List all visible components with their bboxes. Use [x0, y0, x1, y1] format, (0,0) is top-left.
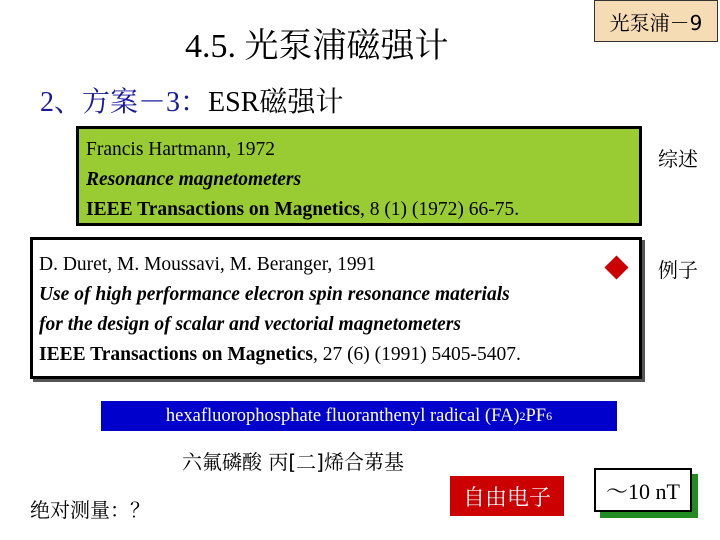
free-electron-badge: 自由电子: [450, 476, 564, 516]
formula-banner: [101, 401, 617, 431]
ref2-citation: , 27 (6) (1991) 5405-5407.: [312, 344, 521, 365]
ref2-source: [39, 340, 639, 370]
resolution-box: ～10 nT: [594, 468, 692, 512]
ref1-source: [86, 195, 639, 225]
page-tag: 光泵浦－9: [594, 0, 718, 42]
ref2-journal: IEEE Transactions on Magnetics: [39, 344, 313, 365]
slide-title: 4.5. 光泵浦磁强计: [185, 28, 449, 65]
reference-box-example: [30, 237, 642, 379]
ref1-citation: , 8 (1) (1972) 66-75.: [359, 199, 520, 220]
subtitle-prefix: 2、方案－3：: [40, 87, 209, 118]
formula-sub-6: 6: [546, 408, 553, 423]
reference-box-review: [76, 126, 642, 226]
ref2-title-line2: for the design of scalar and vectorial magnetometers: [39, 314, 461, 335]
ref1-title: Resonance magnetometers: [86, 169, 302, 190]
formula-pf: PF: [525, 405, 547, 426]
formula-text: hexafluorophosphate fluoranthenyl radical (FA): [165, 405, 520, 426]
absolute-measurement-label: 绝对测量：？: [30, 498, 150, 522]
label-example: 例子: [658, 258, 698, 282]
ref1-authors: Francis Hartmann, 1972: [86, 139, 276, 160]
subtitle: [40, 80, 343, 120]
ref2-authors: D. Duret, M. Moussavi, M. Beranger, 1991: [39, 254, 377, 275]
chinese-compound-name: 六氟磷酸 丙[二]烯合苐基: [182, 450, 404, 474]
label-review: 综述: [658, 147, 698, 171]
subtitle-esr: ESR磁强计: [208, 87, 344, 118]
formula-sub-2: 2: [519, 408, 526, 423]
ref2-title-line1: Use of high performance elecron spin resonance materials: [39, 284, 510, 305]
ref1-journal: IEEE Transactions on Magnetics: [86, 199, 360, 220]
